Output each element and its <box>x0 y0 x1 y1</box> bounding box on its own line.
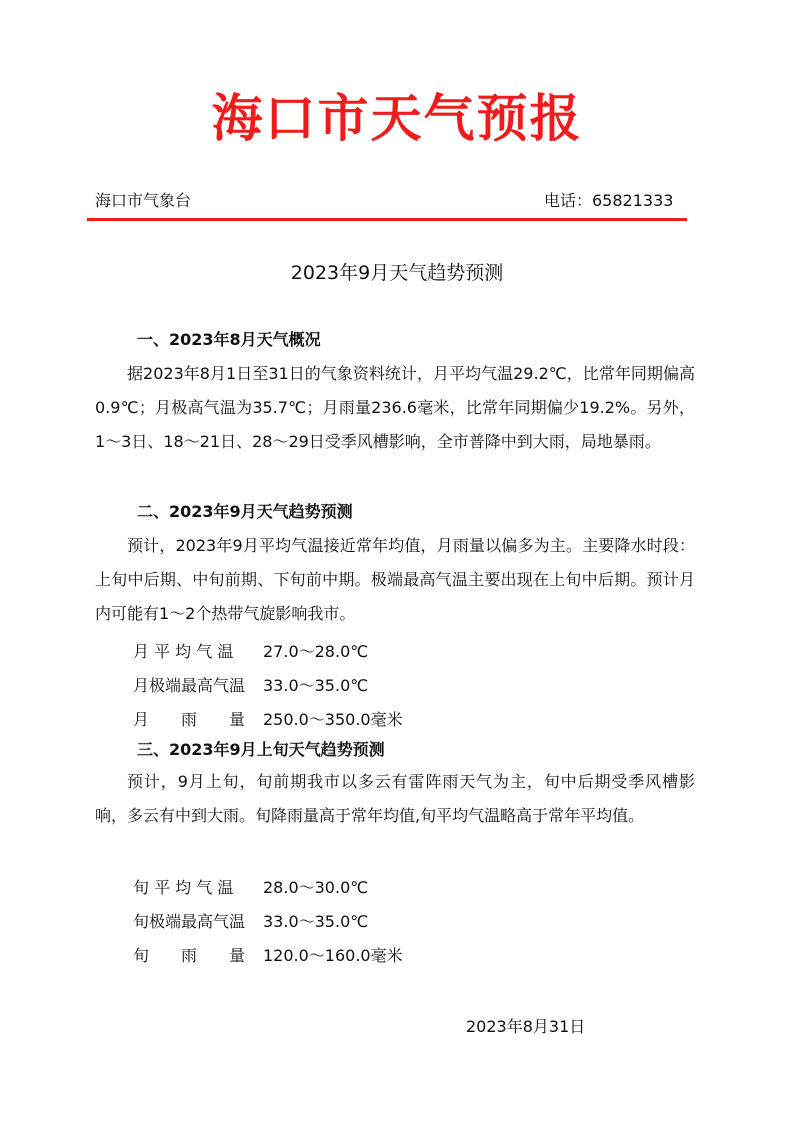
stat-label: 月 雨 量 <box>133 710 246 729</box>
section-3-body <box>95 765 695 833</box>
section-heading-2: 二、2023年9月天气趋势预测 <box>137 502 353 521</box>
document-subtitle: 2023年9月天气趋势预测 <box>290 262 504 284</box>
section-1-paragraph: 据2023年8月1日至31日的气象资料统计，月平均气温29.2℃，比常年同期偏高0.9℃；月极高气温为35.7℃；月雨量236.6毫米，比常年同期偏少19.2%。另外，1～3日、18～21日、28～29日受季风槽影响，全市普降中到大雨，局地暴雨。 <box>95 364 695 451</box>
stat-label: 旬 雨 量 <box>133 946 246 965</box>
stat-value: 120.0～160.0毫米 <box>263 946 403 965</box>
stat-row <box>133 877 368 899</box>
section-1-body <box>95 357 695 459</box>
stat-label: 月极端最高气温 <box>133 676 246 695</box>
stat-value: 250.0～350.0毫米 <box>263 710 403 729</box>
phone-number: 电话：65821333 <box>544 191 674 210</box>
section-2-paragraph: 预计，2023年9月平均气温接近常年均值，月雨量以偏多为主。主要降水时段：上旬中后期、中旬前期、下旬前中期。极端最高气温主要出现在上旬中后期。预计月内可能有1～2个热带气旋影响我市。 <box>95 536 695 623</box>
stat-value: 33.0～35.0℃ <box>263 912 369 931</box>
section-3-paragraph: 预计，9月上旬，旬前期我市以多云有雷阵雨天气为主，旬中后期受季风槽影响，多云有中到大雨。旬降雨量高于常年均值,旬平均气温略高于常年平均值。 <box>95 772 695 825</box>
section-2-body <box>95 529 695 631</box>
section-heading-1: 一、2023年8月天气概况 <box>137 330 321 349</box>
stat-label: 月 平 均 气 温 <box>133 642 234 661</box>
stat-row <box>133 675 368 697</box>
stat-row <box>133 911 368 933</box>
stat-label: 旬极端最高气温 <box>133 912 246 931</box>
stat-value: 27.0～28.0℃ <box>263 642 369 661</box>
stat-row <box>133 945 403 967</box>
stat-value: 28.0～30.0℃ <box>263 878 369 897</box>
stat-label: 旬 平 均 气 温 <box>133 878 234 897</box>
page-title: 海口市天气预报 <box>211 90 583 149</box>
section-heading-3: 三、2023年9月上旬天气趋势预测 <box>137 740 385 759</box>
stat-value: 33.0～35.0℃ <box>263 676 369 695</box>
stat-row <box>133 709 403 731</box>
stat-row <box>133 641 368 663</box>
red-divider <box>87 218 687 221</box>
issue-date: 2023年8月31日 <box>466 1017 586 1036</box>
issuer-name: 海口市气象台 <box>95 191 192 210</box>
